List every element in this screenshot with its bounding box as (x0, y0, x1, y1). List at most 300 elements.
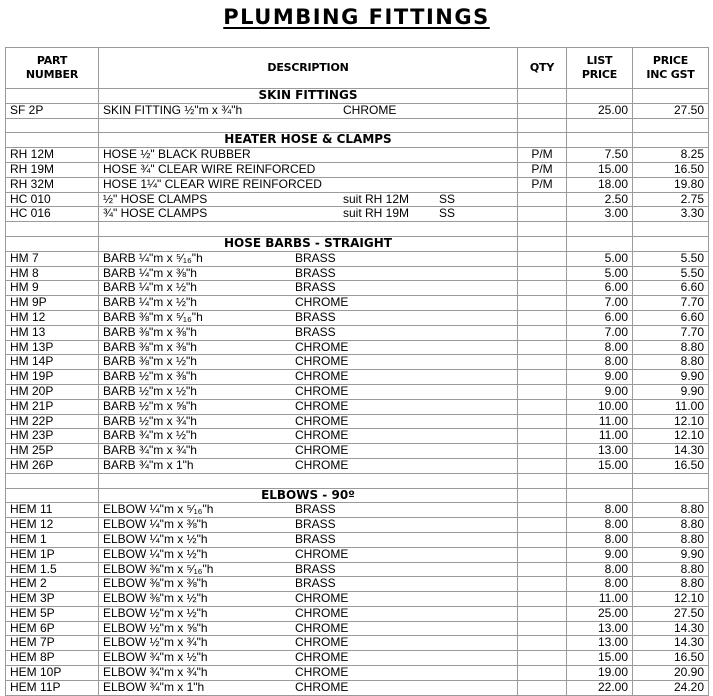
list-price-cell (567, 118, 633, 133)
qty-cell: P/M (518, 177, 567, 192)
price-inc-gst-cell: 12.10 (633, 414, 709, 429)
description-cell (99, 429, 518, 444)
price-inc-gst-cell: 14.30 (633, 444, 709, 459)
part-number-cell: HEM 5P (6, 606, 99, 621)
price-inc-gst-cell: 24.20 (633, 680, 709, 695)
part-number-cell: HEM 11P (6, 680, 99, 695)
description-cell (99, 296, 518, 311)
description-cell (99, 636, 518, 651)
part-number-cell: RH 12M (6, 148, 99, 163)
table-row (6, 429, 709, 444)
table-row (6, 384, 709, 399)
list-price-cell: 11.00 (567, 414, 633, 429)
description-cell (99, 281, 518, 296)
list-price-cell: 15.00 (567, 458, 633, 473)
description-text: ELBOW ¼"m x ½"h (103, 532, 208, 546)
description-text: BARB ⅜"m x ½"h (103, 354, 197, 369)
part-number-cell: HEM 1P (6, 547, 99, 562)
table-row (6, 355, 709, 370)
material-text: CHROME (295, 295, 349, 310)
description-cell (99, 680, 518, 695)
list-price-cell: 25.00 (567, 103, 633, 118)
description-text: BARB ¼"m x ⁵⁄₁₆"h (103, 251, 203, 265)
list-price-cell: 7.00 (567, 296, 633, 311)
price-inc-gst-cell: 14.30 (633, 636, 709, 651)
part-number-cell: HEM 6P (6, 621, 99, 636)
list-price-cell (567, 488, 633, 503)
list-price-cell: 3.00 (567, 207, 633, 222)
description-cell (99, 592, 518, 607)
description-cell (99, 177, 518, 192)
list-price-cell: 7.00 (567, 325, 633, 340)
price-inc-gst-cell: 9.90 (633, 370, 709, 385)
price-inc-gst-cell: 8.80 (633, 355, 709, 370)
material-text: BRASS (295, 576, 336, 591)
part-number-cell: HC 016 (6, 207, 99, 222)
header-qty: QTY (518, 48, 567, 89)
part-number-cell: HM 19P (6, 370, 99, 385)
qty-cell (518, 429, 567, 444)
suit-text: suit RH 12M (343, 192, 410, 206)
description-cell (99, 651, 518, 666)
material-text: CHROME (295, 665, 349, 680)
part-number-cell: HM 23P (6, 429, 99, 444)
qty-cell (518, 577, 567, 592)
list-price-cell: 7.50 (567, 148, 633, 163)
description-cell (99, 148, 518, 163)
qty-cell (518, 518, 567, 533)
table-row (6, 592, 709, 607)
part-number-cell: HM 21P (6, 399, 99, 414)
price-inc-gst-cell: 5.50 (633, 251, 709, 266)
price-inc-gst-cell (633, 118, 709, 133)
description-cell (99, 562, 518, 577)
price-inc-gst-cell (633, 473, 709, 488)
description-text: HOSE ½" BLACK RUBBER (103, 147, 251, 162)
part-number-cell: HM 7 (6, 251, 99, 266)
price-inc-gst-cell: 16.50 (633, 162, 709, 177)
description-text: HOSE 1¼" CLEAR WIRE REINFORCED (103, 177, 322, 191)
material-text: CHROME (295, 369, 349, 384)
price-inc-gst-cell: 8.80 (633, 503, 709, 518)
list-price-cell: 8.00 (567, 518, 633, 533)
price-table (5, 47, 709, 696)
part-number-cell: HEM 10P (6, 666, 99, 681)
price-inc-gst-cell: 6.60 (633, 310, 709, 325)
table-row (6, 458, 709, 473)
material-text: BRASS (295, 517, 336, 532)
table-row (6, 547, 709, 562)
qty-cell (518, 251, 567, 266)
price-inc-gst-cell: 12.10 (633, 592, 709, 607)
part-number-cell: RH 19M (6, 162, 99, 177)
description-cell (99, 399, 518, 414)
price-inc-gst-cell: 27.50 (633, 103, 709, 118)
description-text: BARB ⅜"m x ⁵⁄₁₆"h (103, 310, 203, 324)
material-text: CHROME (295, 547, 349, 561)
qty-cell (518, 651, 567, 666)
price-inc-gst-cell: 8.25 (633, 148, 709, 163)
description-cell (99, 606, 518, 621)
price-inc-gst-cell: 5.50 (633, 266, 709, 281)
suit-text: suit RH 19M (343, 206, 410, 221)
material-text: CHROME (343, 103, 397, 117)
list-price-cell: 5.00 (567, 251, 633, 266)
table-row (6, 414, 709, 429)
table-row (6, 266, 709, 281)
qty-cell (518, 444, 567, 459)
qty-cell (518, 133, 567, 148)
description-text: BARB ¾"m x 1"h (103, 458, 194, 472)
table-row (6, 251, 709, 266)
qty-cell (518, 414, 567, 429)
qty-cell (518, 103, 567, 118)
list-price-cell: 8.00 (567, 532, 633, 547)
material-text: BRASS (295, 251, 336, 265)
price-inc-gst-cell: 7.70 (633, 296, 709, 311)
section-heading-row (6, 89, 709, 104)
material-text: CHROME (295, 680, 349, 694)
table-row (6, 281, 709, 296)
part-cell (6, 89, 99, 104)
price-inc-gst-cell: 8.80 (633, 562, 709, 577)
price-inc-gst-cell: 11.00 (633, 399, 709, 414)
description-text: ELBOW ½"m x ⅝"h (103, 621, 208, 635)
qty-cell (518, 592, 567, 607)
description-cell (99, 458, 518, 473)
price-inc-gst-cell: 8.80 (633, 518, 709, 533)
description-text: BARB ¼"m x ½"h (103, 280, 197, 295)
qty-cell (518, 503, 567, 518)
material-text: CHROME (295, 384, 349, 398)
part-number-cell: HM 9P (6, 296, 99, 311)
table-row (6, 621, 709, 636)
description-cell (99, 222, 518, 237)
description-cell (99, 370, 518, 385)
part-cell (6, 133, 99, 148)
part-number-cell: HEM 1.5 (6, 562, 99, 577)
table-row (6, 340, 709, 355)
qty-cell (518, 266, 567, 281)
description-text: BARB ¼"m x ½"h (103, 295, 197, 310)
description-text: ¾" HOSE CLAMPS (103, 206, 208, 221)
price-inc-gst-cell: 3.30 (633, 207, 709, 222)
table-row (6, 532, 709, 547)
description-cell (99, 251, 518, 266)
list-price-cell (567, 89, 633, 104)
qty-cell (518, 473, 567, 488)
part-number-cell: HM 25P (6, 444, 99, 459)
list-price-cell: 25.00 (567, 606, 633, 621)
table-row (6, 666, 709, 681)
description-text: ELBOW ¾"m x 1"h (103, 680, 205, 694)
table-row (6, 325, 709, 340)
description-cell (99, 384, 518, 399)
list-price-cell: 9.00 (567, 384, 633, 399)
part-cell (6, 473, 99, 488)
table-row (6, 177, 709, 192)
description-text: HOSE ¾" CLEAR WIRE REINFORCED (103, 162, 316, 176)
list-price-cell: 13.00 (567, 444, 633, 459)
description-cell (99, 518, 518, 533)
list-price-cell: 8.00 (567, 562, 633, 577)
finish-text: SS (439, 192, 456, 206)
table-row (6, 162, 709, 177)
list-price-cell: 6.00 (567, 310, 633, 325)
qty-cell (518, 236, 567, 251)
part-number-cell: HM 26P (6, 458, 99, 473)
description-text: BARB ¾"m x ½"h (103, 428, 197, 443)
header-row (6, 48, 709, 89)
list-price-cell (567, 473, 633, 488)
spacer-row (6, 473, 709, 488)
list-price-cell: 18.00 (567, 177, 633, 192)
part-cell (6, 222, 99, 237)
qty-cell (518, 118, 567, 133)
material-text: CHROME (295, 591, 349, 606)
list-price-cell: 9.00 (567, 370, 633, 385)
section-heading-row (6, 236, 709, 251)
list-price-cell (567, 133, 633, 148)
section-heading-row (6, 133, 709, 148)
description-text: BARB ½"m x ¾"h (103, 414, 197, 428)
part-number-cell: HM 13P (6, 340, 99, 355)
price-inc-gst-cell: 9.90 (633, 384, 709, 399)
part-cell (6, 236, 99, 251)
qty-cell (518, 296, 567, 311)
qty-cell (518, 355, 567, 370)
qty-cell (518, 680, 567, 695)
material-text: BRASS (295, 532, 336, 546)
description-cell (99, 266, 518, 281)
description-text: BARB ⅜"m x ⅜"h (103, 325, 197, 339)
part-number-cell: SF 2P (6, 103, 99, 118)
section-heading-row (6, 488, 709, 503)
description-text: ELBOW ¼"m x ½"h (103, 547, 208, 561)
table-row (6, 518, 709, 533)
table-row (6, 680, 709, 695)
list-price-cell: 6.00 (567, 281, 633, 296)
price-inc-gst-cell: 2.75 (633, 192, 709, 207)
part-number-cell: HM 8 (6, 266, 99, 281)
part-number-cell: RH 32M (6, 177, 99, 192)
list-price-cell (567, 236, 633, 251)
price-inc-gst-cell (633, 222, 709, 237)
description-cell (99, 414, 518, 429)
material-text: CHROME (295, 399, 349, 413)
part-number-cell: HM 12 (6, 310, 99, 325)
qty-cell (518, 89, 567, 104)
description-cell (99, 473, 518, 488)
part-number-cell: HM 9 (6, 281, 99, 296)
list-price-cell: 8.00 (567, 355, 633, 370)
description-text: BARB ½"m x ⅜"h (103, 369, 197, 384)
material-text: CHROME (295, 650, 349, 665)
part-number-cell: HEM 1 (6, 532, 99, 547)
page-title (0, 5, 713, 29)
price-inc-gst-cell: 14.30 (633, 621, 709, 636)
part-cell (6, 488, 99, 503)
description-text: SKIN FITTING ½"m x ¾"h (103, 103, 243, 117)
table-row (6, 192, 709, 207)
material-text: BRASS (295, 266, 336, 280)
table-body (6, 89, 709, 696)
description-cell (99, 162, 518, 177)
qty-cell: P/M (518, 162, 567, 177)
table-row (6, 636, 709, 651)
list-price-cell: 8.00 (567, 577, 633, 592)
part-number-cell: HM 20P (6, 384, 99, 399)
qty-cell (518, 325, 567, 340)
list-price-cell: 19.00 (567, 666, 633, 681)
section-heading: ELBOWS - 90º (99, 488, 518, 503)
description-cell (99, 666, 518, 681)
table-row (6, 444, 709, 459)
part-number-cell: HEM 3P (6, 592, 99, 607)
list-price-cell: 15.00 (567, 651, 633, 666)
section-heading: HEATER HOSE & CLAMPS (99, 133, 518, 148)
qty-cell: P/M (518, 148, 567, 163)
part-number-cell: HEM 11 (6, 503, 99, 518)
table-row (6, 399, 709, 414)
description-text: ELBOW ¼"m x ⅜"h (103, 517, 208, 532)
qty-cell (518, 547, 567, 562)
part-number-cell: HEM 12 (6, 518, 99, 533)
description-cell (99, 340, 518, 355)
section-heading: SKIN FITTINGS (99, 89, 518, 104)
material-text: CHROME (295, 443, 349, 458)
description-text: BARB ½"m x ½"h (103, 384, 197, 398)
table-row (6, 296, 709, 311)
part-number-cell: HC 010 (6, 192, 99, 207)
table-row (6, 562, 709, 577)
price-inc-gst-cell: 12.10 (633, 429, 709, 444)
description-cell (99, 192, 518, 207)
qty-cell (518, 222, 567, 237)
qty-cell (518, 192, 567, 207)
list-price-cell (567, 222, 633, 237)
list-price-cell: 9.00 (567, 547, 633, 562)
description-cell (99, 325, 518, 340)
description-text: ELBOW ¾"m x ½"h (103, 650, 208, 665)
part-number-cell: HEM 2 (6, 577, 99, 592)
material-text: CHROME (295, 428, 349, 443)
list-price-cell: 11.00 (567, 592, 633, 607)
qty-cell (518, 384, 567, 399)
description-cell (99, 621, 518, 636)
description-text: ELBOW ¾"m x ¾"h (103, 665, 208, 680)
material-text: BRASS (295, 310, 336, 324)
qty-cell (518, 310, 567, 325)
description-text: ELBOW ⅜"m x ⁵⁄₁₆"h (103, 562, 214, 576)
table-row (6, 503, 709, 518)
price-inc-gst-cell: 9.90 (633, 547, 709, 562)
table-row (6, 103, 709, 118)
list-price-cell: 11.00 (567, 429, 633, 444)
description-cell (99, 118, 518, 133)
price-inc-gst-cell: 6.60 (633, 281, 709, 296)
qty-cell (518, 606, 567, 621)
header-list-price: LIST PRICE (567, 48, 633, 89)
price-inc-gst-cell (633, 89, 709, 104)
description-cell (99, 310, 518, 325)
list-price-cell: 13.00 (567, 621, 633, 636)
price-inc-gst-cell: 20.90 (633, 666, 709, 681)
qty-cell (518, 281, 567, 296)
part-number-cell: HEM 8P (6, 651, 99, 666)
price-inc-gst-cell: 7.70 (633, 325, 709, 340)
qty-cell (518, 532, 567, 547)
list-price-cell: 8.00 (567, 503, 633, 518)
material-text: BRASS (295, 502, 336, 517)
table-row (6, 310, 709, 325)
material-text: BRASS (295, 325, 336, 339)
qty-cell (518, 621, 567, 636)
qty-cell (518, 562, 567, 577)
table-row (6, 207, 709, 222)
qty-cell (518, 458, 567, 473)
material-text: CHROME (295, 621, 349, 635)
description-cell (99, 503, 518, 518)
price-inc-gst-cell (633, 236, 709, 251)
qty-cell (518, 207, 567, 222)
header-price-inc-gst: PRICE INC GST (633, 48, 709, 89)
qty-cell (518, 488, 567, 503)
qty-cell (518, 340, 567, 355)
price-inc-gst-cell: 27.50 (633, 606, 709, 621)
material-text: CHROME (295, 635, 349, 650)
price-inc-gst-cell: 19.80 (633, 177, 709, 192)
part-number-cell: HM 14P (6, 355, 99, 370)
page-title-text: PLUMBING FITTINGS (223, 5, 490, 29)
description-text: ELBOW ¼"m x ⁵⁄₁₆"h (103, 502, 214, 517)
qty-cell (518, 666, 567, 681)
description-cell (99, 444, 518, 459)
part-number-cell: HM 22P (6, 414, 99, 429)
material-text: CHROME (295, 340, 349, 354)
description-text: BARB ⅜"m x ⅜"h (103, 340, 197, 354)
spacer-row (6, 118, 709, 133)
price-inc-gst-cell: 8.80 (633, 532, 709, 547)
table-row (6, 577, 709, 592)
material-text: CHROME (295, 414, 349, 428)
material-text: BRASS (295, 562, 336, 576)
list-price-cell: 15.00 (567, 162, 633, 177)
list-price-cell: 13.00 (567, 636, 633, 651)
list-price-cell: 10.00 (567, 399, 633, 414)
list-price-cell: 8.00 (567, 340, 633, 355)
description-text: ELBOW ½"m x ¾"h (103, 635, 208, 650)
qty-cell (518, 370, 567, 385)
description-cell (99, 207, 518, 222)
table-row (6, 148, 709, 163)
price-inc-gst-cell: 16.50 (633, 651, 709, 666)
list-price-cell: 5.00 (567, 266, 633, 281)
price-inc-gst-cell (633, 488, 709, 503)
header-part-number: PART NUMBER (6, 48, 99, 89)
description-cell (99, 577, 518, 592)
description-text: BARB ¾"m x ¾"h (103, 443, 197, 458)
description-text: BARB ½"m x ⅝"h (103, 399, 197, 413)
list-price-cell: 2.50 (567, 192, 633, 207)
price-inc-gst-cell (633, 133, 709, 148)
material-text: BRASS (295, 280, 336, 295)
description-text: ELBOW ⅜"m x ⅜"h (103, 576, 208, 591)
material-text: CHROME (295, 354, 349, 369)
header-description: DESCRIPTION (99, 48, 518, 89)
price-inc-gst-cell: 16.50 (633, 458, 709, 473)
list-price-cell: 22.00 (567, 680, 633, 695)
